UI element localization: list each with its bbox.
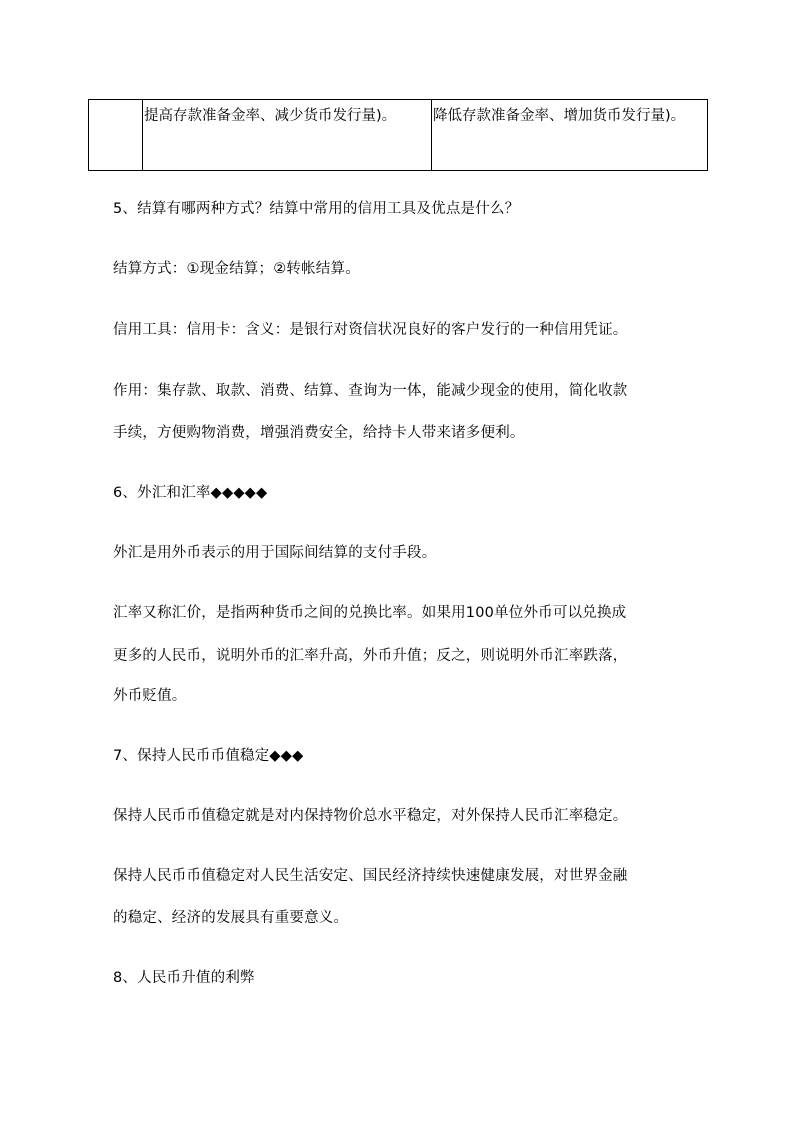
policy-table [88, 99, 708, 171]
table-cell-tight-policy: 提高存款准备金率、减少货币发行量)。 [143, 100, 432, 171]
rmb-stability-significance-line-2: 的稳定、经济的发展具有重要意义。 [113, 910, 349, 926]
credit-card-function-line-2: 手续，方便购物消费，增强消费安全，给持卡人带来诸多便利。 [113, 425, 525, 441]
exchange-rate-line-2: 更多的人民币，说明外币的汇率升高，外币升值；反之，则说明外币汇率跌落， [113, 648, 628, 664]
table-cell-empty [89, 100, 143, 171]
rmb-stability-significance-line-1: 保持人民币币值稳定对人民生活安定、国民经济持续快速健康发展，对世界金融 [113, 868, 628, 884]
exchange-rate-line-3: 外币贬值。 [113, 688, 187, 704]
table-cell-loose-policy: 降低存款准备金率、增加货币发行量)。 [432, 100, 708, 171]
forex-definition: 外汇是用外币表示的用于国际间结算的支付手段。 [113, 545, 437, 561]
settlement-methods: 结算方式：①现金结算；②转帐结算。 [113, 261, 360, 277]
rmb-stability-definition: 保持人民币币值稳定就是对内保持物价总水平稳定，对外保持人民币汇率稳定。 [113, 808, 628, 824]
question-5-heading: 5、结算有哪两种方式？结算中常用的信用工具及优点是什么？ [113, 201, 520, 217]
exchange-rate-line-1: 汇率又称汇价，是指两种货币之间的兑换比率。如果用100单位外币可以兑换成 [113, 605, 627, 621]
section-7-heading: 7、保持人民币币值稳定◆◆◆ [113, 748, 304, 764]
section-6-heading: 6、外汇和汇率◆◆◆◆◆ [113, 485, 268, 501]
table-row [89, 100, 708, 171]
credit-tool-definition: 信用工具：信用卡：含义：是银行对资信状况良好的客户发行的一种信用凭证。 [113, 322, 628, 338]
section-8-heading: 8、人民币升值的利弊 [113, 970, 255, 986]
credit-card-function-line-1: 作用：集存款、取款、消费、结算、查询为一体，能减少现金的使用，简化收款 [113, 383, 628, 399]
